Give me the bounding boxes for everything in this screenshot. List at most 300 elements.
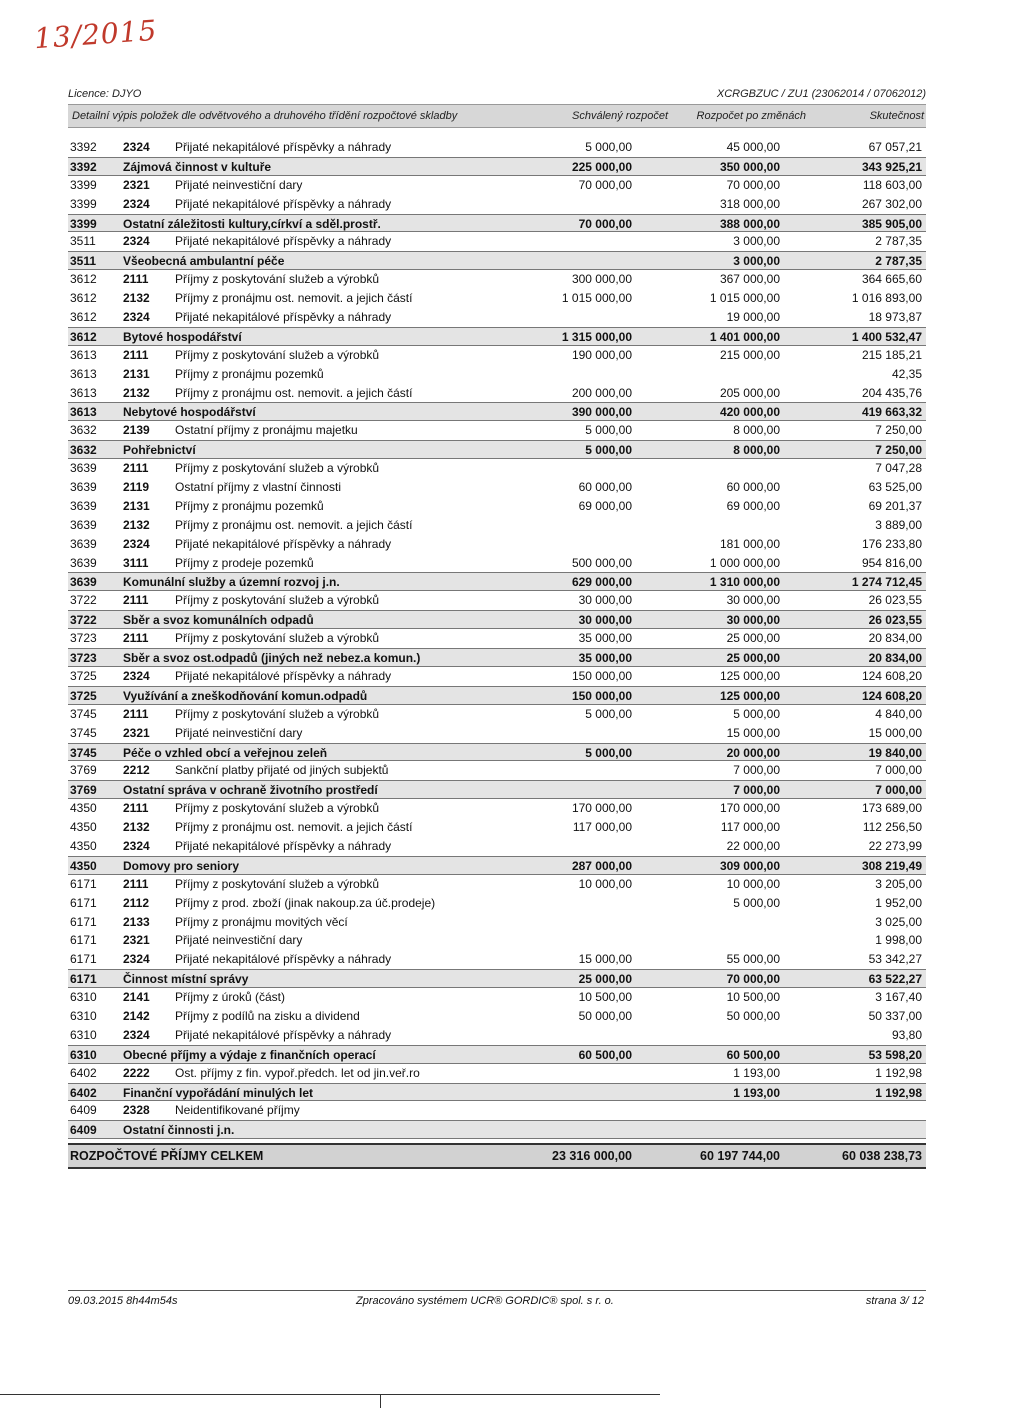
- item-code: 2139: [123, 423, 150, 438]
- item-code: 2324: [123, 196, 150, 211]
- item-code: 2324: [123, 1027, 150, 1042]
- approved-budget: 25 000,00: [578, 972, 632, 987]
- table-row: [68, 270, 926, 289]
- table-row: [68, 875, 926, 894]
- actual-value: 2 787,35: [875, 234, 922, 249]
- subtotal-row: [68, 780, 926, 799]
- paragraph-code: 3399: [70, 177, 97, 192]
- amended-budget: 50 000,00: [726, 1008, 780, 1023]
- item-code: 2119: [123, 480, 150, 495]
- amended-budget: 215 000,00: [719, 347, 780, 362]
- amended-budget: 1 193,00: [733, 1065, 780, 1080]
- scan-edge-mark: [380, 1394, 381, 1408]
- actual-value: 63 522,27: [868, 972, 922, 987]
- actual-value: 118 603,00: [862, 177, 922, 192]
- amended-budget: 30 000,00: [726, 593, 780, 608]
- subtotal-row: [68, 327, 926, 346]
- paragraph-code: 3745: [70, 725, 97, 740]
- item-code: 2112: [123, 895, 150, 910]
- approved-budget: 5 000,00: [585, 706, 632, 721]
- amended-budget: 30 000,00: [726, 613, 780, 628]
- row-name: Bytové hospodářství: [123, 329, 242, 344]
- table-row: [68, 913, 926, 932]
- amended-budget: 367 000,00: [719, 272, 780, 287]
- scan-edge-line: [0, 1394, 660, 1395]
- paragraph-code: 4350: [70, 838, 97, 853]
- row-name: Příjmy z úroků (část): [175, 990, 286, 1005]
- actual-value: 15 000,00: [868, 725, 922, 740]
- paragraph-code: 3639: [70, 555, 97, 570]
- row-name: Příjmy z pronájmu ost. nemovit. a jejich částí: [175, 291, 413, 306]
- actual-value: 112 256,50: [862, 820, 922, 835]
- amended-budget: 8 000,00: [733, 443, 780, 458]
- table-row: [68, 289, 926, 308]
- paragraph-code: 6171: [70, 952, 97, 967]
- report-meta: [68, 88, 926, 104]
- paragraph-code: 6310: [70, 1027, 97, 1042]
- paragraph-code: 3769: [70, 783, 97, 798]
- table-row: [68, 535, 926, 554]
- row-name: Ostatní záležitosti kultury,církví a sděl.prostř.: [123, 216, 381, 231]
- approved-budget: 150 000,00: [571, 668, 632, 683]
- row-name: Domovy pro seniory: [123, 858, 240, 873]
- row-name: Příjmy z pronájmu ost. nemovit. a jejich částí: [175, 820, 413, 835]
- item-code: 2132: [123, 517, 150, 532]
- actual-value: 204 435,76: [861, 385, 922, 400]
- row-name: Příjmy z pronájmu ost. nemovit. a jejich částí: [175, 385, 413, 400]
- column-header-description: Detailní výpis položek dle odvětvového a druhového třídění rozpočtové skladby: [72, 110, 458, 122]
- paragraph-code: 3632: [70, 443, 97, 458]
- actual-value: 93,80: [891, 1027, 922, 1042]
- row-name: Přijaté nekapitálové příspěvky a náhrady: [175, 952, 392, 967]
- subtotal-row: [68, 157, 926, 176]
- approved-budget: 30 000,00: [578, 593, 632, 608]
- row-name: Přijaté nekapitálové příspěvky a náhrady: [175, 536, 392, 551]
- table-row: [68, 1026, 926, 1045]
- paragraph-code: 3613: [70, 347, 97, 362]
- paragraph-code: 3722: [70, 613, 97, 628]
- amended-budget: 125 000,00: [719, 688, 780, 703]
- table-row: [68, 988, 926, 1007]
- paragraph-code: 3511: [70, 234, 96, 249]
- paragraph-code: 3392: [70, 140, 97, 154]
- approved-budget: 35 000,00: [578, 631, 632, 646]
- approved-budget: 69 000,00: [578, 498, 632, 513]
- approved-budget: 5 000,00: [585, 140, 632, 154]
- approved-budget: 50 000,00: [578, 1008, 632, 1023]
- amended-budget: 70 000,00: [726, 177, 780, 192]
- actual-value: 3 167,40: [875, 990, 922, 1005]
- paragraph-code: 3745: [70, 745, 97, 760]
- item-code: 2132: [123, 385, 150, 400]
- amended-budget: 3 000,00: [733, 234, 780, 249]
- table-row: [68, 591, 926, 610]
- table-row: [68, 365, 926, 384]
- amended-budget: 15 000,00: [726, 725, 780, 740]
- amended-budget: 1 015 000,00: [709, 291, 780, 306]
- paragraph-code: 3639: [70, 461, 97, 476]
- row-name: Příjmy z pronájmu pozemků: [175, 366, 324, 381]
- approved-budget: 60 500,00: [578, 1047, 632, 1062]
- subtotal-row: [68, 402, 926, 421]
- approved-budget: 1 315 000,00: [561, 329, 632, 344]
- paragraph-code: 3399: [70, 196, 97, 211]
- paragraph-code: 3612: [70, 291, 97, 306]
- row-name: Příjmy z poskytování služeb a výrobků: [175, 461, 380, 476]
- footer-system: Zpracováno systémem UCR® GORDIC® spol. s r. o.: [356, 1295, 614, 1307]
- amended-budget: 60 000,00: [726, 480, 780, 495]
- item-code: 2212: [123, 763, 150, 778]
- table-row: [68, 478, 926, 497]
- total-actual: 60 038 238,73: [842, 1149, 922, 1164]
- amended-budget: 5 000,00: [733, 895, 780, 910]
- approved-budget: 150 000,00: [571, 688, 632, 703]
- paragraph-code: 3639: [70, 498, 97, 513]
- table-row: [68, 724, 926, 743]
- actual-value: 3 889,00: [875, 517, 922, 532]
- amended-budget: 19 000,00: [726, 310, 780, 325]
- actual-value: 22 273,99: [868, 838, 922, 853]
- paragraph-code: 6310: [70, 990, 97, 1005]
- approved-budget: 10 500,00: [578, 990, 632, 1005]
- paragraph-code: 3725: [70, 668, 97, 683]
- table-row: [68, 138, 926, 157]
- actual-value: 124 608,20: [861, 688, 922, 703]
- actual-value: 18 973,87: [868, 310, 922, 325]
- grand-total-row: [68, 1143, 926, 1169]
- paragraph-code: 3613: [70, 385, 97, 400]
- amended-budget: 1 193,00: [733, 1085, 780, 1100]
- row-name: Příjmy z poskytování služeb a výrobků: [175, 631, 380, 646]
- column-header-approved: Schválený rozpočet: [572, 110, 668, 122]
- amended-budget: 318 000,00: [719, 196, 780, 211]
- amended-budget: 25 000,00: [726, 651, 780, 666]
- paragraph-code: 6171: [70, 876, 97, 891]
- row-name: Ostatní správa v ochraně životního prostředí: [123, 783, 378, 798]
- paragraph-code: 6171: [70, 895, 97, 910]
- amended-budget: 70 000,00: [726, 972, 780, 987]
- row-name: Ostatní činnosti j.n.: [123, 1123, 235, 1138]
- actual-value: 1 016 893,00: [851, 291, 922, 306]
- subtotal-row: [68, 686, 926, 705]
- row-name: Využívání a zneškodňování komun.odpadů: [123, 688, 368, 703]
- amended-budget: 1 000 000,00: [709, 555, 780, 570]
- row-name: Neidentifikované příjmy: [175, 1103, 300, 1118]
- row-name: Příjmy z poskytování služeb a výrobků: [175, 272, 380, 287]
- subtotal-row: [68, 648, 926, 667]
- item-code: 2132: [123, 291, 150, 306]
- actual-value: 53 598,20: [868, 1047, 922, 1062]
- table-row: [68, 1101, 926, 1120]
- paragraph-code: 4350: [70, 858, 97, 873]
- item-code: 2324: [123, 140, 150, 154]
- item-code: 2324: [123, 668, 150, 683]
- approved-budget: 300 000,00: [571, 272, 632, 287]
- item-code: 2321: [123, 177, 150, 192]
- paragraph-code: 3399: [70, 216, 97, 231]
- paragraph-code: 6171: [70, 914, 97, 929]
- actual-value: 173 689,00: [861, 801, 922, 816]
- row-name: Činnost místní správy: [123, 972, 249, 987]
- row-name: Přijaté nekapitálové příspěvky a náhrady: [175, 196, 392, 211]
- actual-value: 215 185,21: [861, 347, 922, 362]
- page-footer: [68, 1290, 926, 1309]
- approved-budget: 117 000,00: [572, 820, 632, 835]
- approved-budget: 170 000,00: [571, 801, 632, 816]
- actual-value: 1 192,98: [875, 1065, 922, 1080]
- item-code: 2141: [123, 990, 150, 1005]
- paragraph-code: 6402: [70, 1065, 97, 1080]
- amended-budget: 205 000,00: [719, 385, 780, 400]
- paragraph-code: 3612: [70, 310, 97, 325]
- table-row: [68, 818, 926, 837]
- approved-budget: 5 000,00: [585, 423, 632, 438]
- row-name: Finanční vypořádání minulých let: [123, 1085, 314, 1100]
- item-code: 2321: [123, 725, 150, 740]
- row-name: Příjmy z poskytování služeb a výrobků: [175, 593, 380, 608]
- amended-budget: 350 000,00: [719, 159, 780, 174]
- amended-budget: 7 000,00: [733, 783, 780, 798]
- row-name: Příjmy z poskytování služeb a výrobků: [175, 706, 380, 721]
- table-row: [68, 761, 926, 780]
- item-code: 2328: [123, 1103, 150, 1118]
- paragraph-code: 6409: [70, 1103, 97, 1118]
- item-code: 2132: [123, 820, 150, 835]
- row-name: Přijaté nekapitálové příspěvky a náhrady: [175, 668, 392, 683]
- subtotal-row: [68, 440, 926, 459]
- amended-budget: 45 000,00: [726, 140, 780, 154]
- table-row: [68, 232, 926, 251]
- approved-budget: 60 000,00: [578, 480, 632, 495]
- item-code: 2111: [123, 706, 149, 721]
- actual-value: 50 337,00: [868, 1008, 922, 1023]
- paragraph-code: 3639: [70, 575, 97, 590]
- table-row: [68, 308, 926, 327]
- paragraph-code: 3769: [70, 763, 97, 778]
- actual-value: 1 274 712,45: [851, 575, 922, 590]
- table-row: [68, 950, 926, 969]
- approved-budget: 15 000,00: [578, 952, 632, 967]
- table-row: [68, 799, 926, 818]
- item-code: 2222: [123, 1065, 150, 1080]
- paragraph-code: 4350: [70, 820, 97, 835]
- item-code: 2324: [123, 838, 150, 853]
- item-code: 2131: [123, 498, 150, 513]
- actual-value: 1 998,00: [875, 933, 922, 948]
- approved-budget: 190 000,00: [571, 347, 632, 362]
- table-row: [68, 629, 926, 648]
- paragraph-code: 6171: [70, 972, 97, 987]
- handwritten-note: 13/2015: [32, 13, 159, 56]
- table-row: [68, 176, 926, 195]
- approved-budget: 1 015 000,00: [561, 291, 632, 306]
- paragraph-code: 3723: [70, 631, 97, 646]
- footer-date: 09.03.2015 8h44m54s: [68, 1295, 178, 1307]
- row-name: Ostatní příjmy z pronájmu majetku: [175, 423, 358, 438]
- budget-table: [68, 138, 926, 1169]
- column-header-amended: Rozpočet po změnách: [696, 110, 806, 122]
- approved-budget: 287 000,00: [571, 858, 632, 873]
- amended-budget: 55 000,00: [726, 952, 780, 967]
- paragraph-code: 6402: [70, 1085, 97, 1100]
- actual-value: 7 000,00: [875, 783, 922, 798]
- approved-budget: 70 000,00: [578, 216, 632, 231]
- footer-page-number: strana 3/ 12: [865, 1295, 924, 1307]
- row-name: Přijaté nekapitálové příspěvky a náhrady: [175, 838, 392, 853]
- paragraph-code: 3745: [70, 706, 97, 721]
- amended-budget: 181 000,00: [719, 536, 780, 551]
- row-name: Příjmy z pronájmu ost. nemovit. a jejich částí: [175, 517, 413, 532]
- table-row: [68, 421, 926, 440]
- actual-value: 124 608,20: [861, 668, 922, 683]
- approved-budget: 5 000,00: [585, 443, 632, 458]
- actual-value: 267 302,00: [861, 196, 922, 211]
- row-name: Sankční platby přijaté od jiných subjektů: [175, 763, 389, 778]
- amended-budget: 388 000,00: [719, 216, 780, 231]
- row-name: Příjmy z poskytování služeb a výrobků: [175, 347, 380, 362]
- item-code: 2131: [123, 366, 150, 381]
- approved-budget: 10 000,00: [578, 876, 632, 891]
- actual-value: 3 205,00: [875, 876, 922, 891]
- subtotal-row: [68, 1045, 926, 1064]
- actual-value: 2 787,35: [875, 254, 922, 269]
- table-row: [68, 1064, 926, 1083]
- table-row: [68, 705, 926, 724]
- item-code: 2111: [123, 801, 149, 816]
- row-name: Příjmy z prodeje pozemků: [175, 555, 314, 570]
- table-row: [68, 346, 926, 365]
- table-row: [68, 894, 926, 913]
- row-name: Příjmy z pronájmu movitých věcí: [175, 914, 348, 929]
- paragraph-code: 3612: [70, 329, 97, 344]
- total-label: ROZPOČTOVÉ PŘÍJMY CELKEM: [70, 1149, 264, 1164]
- item-code: 2324: [123, 536, 150, 551]
- row-name: Všeobecná ambulantní péče: [123, 254, 285, 269]
- paragraph-code: 3612: [70, 272, 97, 287]
- paragraph-code: 6409: [70, 1123, 97, 1138]
- subtotal-row: [68, 251, 926, 270]
- subtotal-row: [68, 572, 926, 591]
- approved-budget: 5 000,00: [585, 745, 632, 760]
- row-name: Příjmy z poskytování služeb a výrobků: [175, 801, 380, 816]
- subtotal-row: [68, 214, 926, 233]
- amended-budget: 170 000,00: [719, 801, 780, 816]
- actual-value: 176 233,80: [861, 536, 922, 551]
- row-name: Příjmy z prod. zboží (jinak nakoup.za úč.prodeje): [175, 895, 436, 910]
- item-code: 2111: [123, 272, 149, 287]
- paragraph-code: 3511: [70, 254, 97, 269]
- actual-value: 4 840,00: [875, 706, 922, 721]
- amended-budget: 25 000,00: [726, 631, 780, 646]
- row-name: Příjmy z pronájmu pozemků: [175, 498, 324, 513]
- approved-budget: 200 000,00: [571, 385, 632, 400]
- approved-budget: 390 000,00: [571, 405, 632, 420]
- row-name: Přijaté nekapitálové příspěvky a náhrady: [175, 310, 392, 325]
- item-code: 2324: [123, 310, 150, 325]
- row-name: Sběr a svoz komunálních odpadů: [123, 613, 314, 628]
- approved-budget: 70 000,00: [578, 177, 632, 192]
- amended-budget: 10 000,00: [726, 876, 780, 891]
- row-name: Zájmová činnost v kultuře: [123, 159, 272, 174]
- item-code: 2111: [123, 631, 149, 646]
- row-name: Přijaté nekapitálové příspěvky a náhrady: [175, 234, 392, 249]
- actual-value: 1 400 532,47: [851, 329, 922, 344]
- amended-budget: 60 500,00: [726, 1047, 780, 1062]
- amended-budget: 3 000,00: [733, 254, 780, 269]
- table-row: [68, 516, 926, 535]
- licence-label: Licence: DJYO: [68, 88, 142, 100]
- actual-value: 419 663,32: [861, 405, 922, 420]
- paragraph-code: 6171: [70, 933, 97, 948]
- actual-value: 67 057,21: [868, 140, 922, 154]
- paragraph-code: 3392: [70, 159, 97, 174]
- paragraph-code: 3639: [70, 480, 97, 495]
- subtotal-row: [68, 969, 926, 988]
- item-code: 2111: [123, 876, 149, 891]
- actual-value: 7 250,00: [875, 443, 922, 458]
- actual-value: 3 025,00: [875, 914, 922, 929]
- table-row: [68, 667, 926, 686]
- row-name: Pohřebnictví: [123, 443, 196, 458]
- table-row: [68, 931, 926, 950]
- table-row: [68, 195, 926, 214]
- item-code: 2321: [123, 933, 150, 948]
- table-row: [68, 459, 926, 478]
- paragraph-code: 3639: [70, 536, 97, 551]
- table-row: [68, 837, 926, 856]
- paragraph-code: 3639: [70, 517, 97, 532]
- actual-value: 20 834,00: [868, 651, 922, 666]
- row-name: Přijaté nekapitálové příspěvky a náhrady: [175, 140, 392, 154]
- approved-budget: 35 000,00: [578, 651, 632, 666]
- row-name: Přijaté neinvestiční dary: [175, 177, 303, 192]
- item-code: 2111: [123, 347, 149, 362]
- amended-budget: 420 000,00: [719, 405, 780, 420]
- total-amended: 60 197 744,00: [700, 1149, 780, 1164]
- item-code: 3111: [123, 555, 149, 570]
- amended-budget: 1 401 000,00: [709, 329, 780, 344]
- row-name: Příjmy z poskytování služeb a výrobků: [175, 876, 380, 891]
- report-code: XCRGBZUC / ZU1 (23062014 / 07062012): [716, 88, 926, 100]
- actual-value: 53 342,27: [868, 952, 922, 967]
- paragraph-code: 3632: [70, 423, 97, 438]
- approved-budget: 30 000,00: [578, 613, 632, 628]
- row-name: Péče o vzhled obcí a veřejnou zeleň: [123, 745, 328, 760]
- paragraph-code: 6310: [70, 1008, 97, 1023]
- subtotal-row: [68, 743, 926, 762]
- row-name: Ost. příjmy z fin. vypoř.předch. let od jin.veř.ro: [175, 1065, 420, 1080]
- row-name: Obecné příjmy a výdaje z finančních operací: [123, 1047, 376, 1062]
- row-name: Komunální služby a územní rozvoj j.n.: [123, 575, 340, 590]
- subtotal-row: [68, 1083, 926, 1102]
- paragraph-code: 3613: [70, 366, 97, 381]
- amended-budget: 8 000,00: [733, 423, 780, 438]
- actual-value: 1 192,98: [875, 1085, 922, 1100]
- actual-value: 308 219,49: [861, 858, 922, 873]
- row-name: Příjmy z podílů na zisku a dividend: [175, 1008, 360, 1023]
- amended-budget: 125 000,00: [719, 668, 780, 683]
- approved-budget: 629 000,00: [571, 575, 632, 590]
- approved-budget: 225 000,00: [571, 159, 632, 174]
- actual-value: 7 047,28: [875, 461, 922, 476]
- paragraph-code: 4350: [70, 801, 97, 816]
- column-header: [68, 104, 926, 128]
- total-approved: 23 316 000,00: [552, 1149, 632, 1164]
- item-code: 2111: [123, 461, 149, 476]
- table-row: [68, 497, 926, 516]
- amended-budget: 22 000,00: [726, 838, 780, 853]
- actual-value: 19 840,00: [868, 745, 922, 760]
